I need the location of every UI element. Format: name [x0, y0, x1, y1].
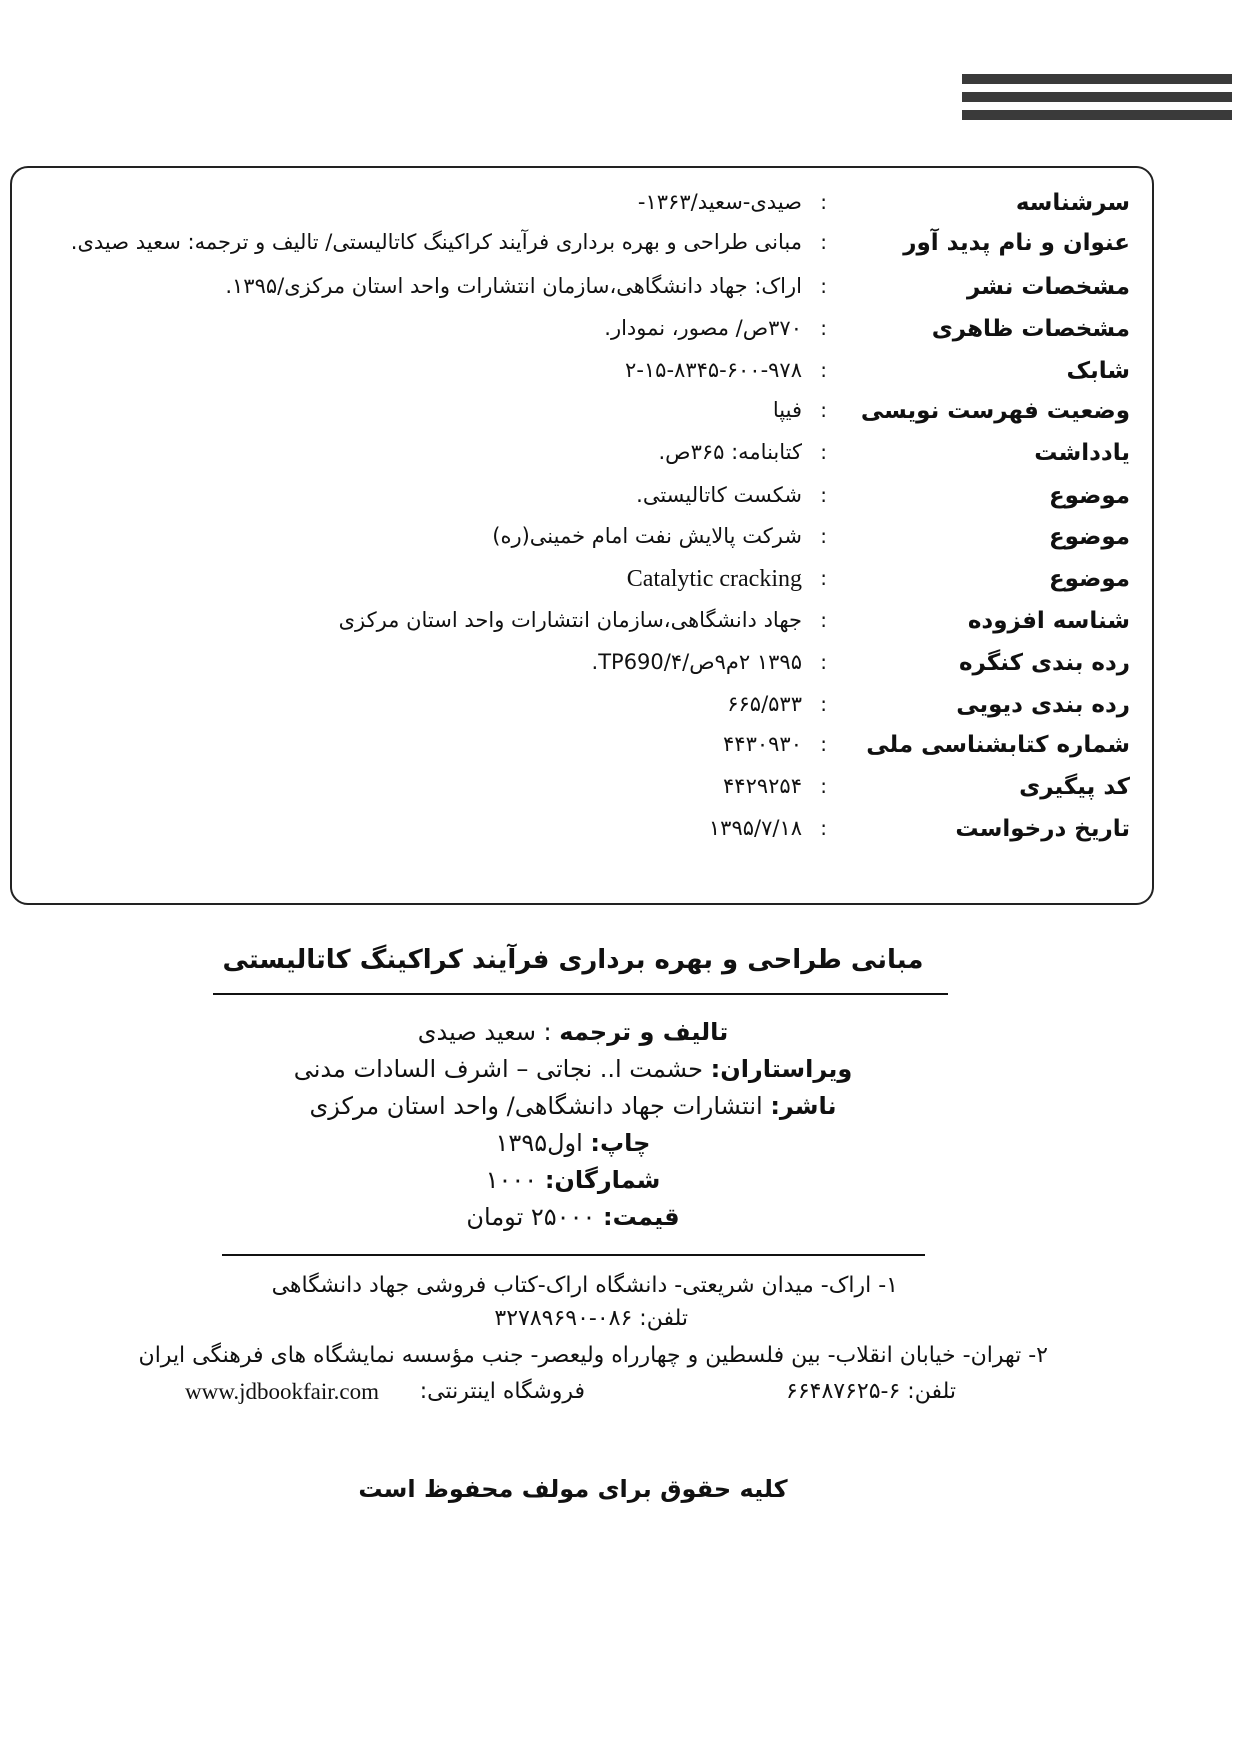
- decorative-header-bars: [962, 74, 1232, 128]
- publisher-value: انتشارات جهاد دانشگاهی/ واحد استان مرکزی: [309, 1092, 771, 1120]
- catalog-row: [12, 358, 1152, 398]
- catalog-colon: :: [820, 650, 827, 674]
- catalog-value: ۳۷۰ص/ مصور، نمودار.: [604, 316, 802, 340]
- publisher-credit: [0, 1092, 1146, 1120]
- circulation-label: شمارگان:: [544, 1166, 661, 1194]
- title-divider: [213, 993, 948, 995]
- catalog-colon: :: [820, 816, 827, 840]
- address-phone-2: تلفن: ۶-۶۶۴۸۷۶۲۵: [786, 1379, 956, 1404]
- catalog-value: ۱۳۹۵ ۲م۹ص/۴/TP690.: [591, 650, 802, 674]
- catalog-colon: :: [820, 608, 827, 632]
- circulation-value: ۱۰۰۰: [485, 1166, 545, 1194]
- catalog-colon: :: [820, 316, 827, 340]
- catalog-row: [12, 608, 1152, 648]
- catalog-row: [12, 230, 1152, 270]
- author-label: تالیف و ترجمه: [559, 1018, 729, 1046]
- address-phone-1: تلفن: ۰۸۶-۳۲۷۸۹۶۹۰: [494, 1306, 688, 1331]
- catalog-value: شکست کاتالیستی.: [636, 483, 802, 507]
- catalog-value: اراک: جهاد دانشگاهی،سازمان انتشارات واحد استان مرکزی/۱۳۹۵.: [225, 274, 802, 298]
- catalog-row: [12, 483, 1152, 523]
- circulation-credit: [0, 1166, 1146, 1194]
- credits-divider: [222, 1254, 925, 1256]
- cataloging-record-box: [10, 166, 1154, 905]
- catalog-label: مشخصات ظاهری: [931, 316, 1130, 342]
- catalog-colon: :: [820, 732, 827, 756]
- editors-value: حشمت ا.. نجاتی – اشرف السادات مدنی: [293, 1055, 711, 1083]
- catalog-colon: :: [820, 692, 827, 716]
- website-link[interactable]: www.jdbookfair.com: [185, 1379, 379, 1404]
- catalog-colon: :: [820, 566, 827, 590]
- publisher-label: ناشر:: [770, 1092, 837, 1120]
- print-label: چاپ:: [590, 1129, 651, 1157]
- author-credit: [0, 1018, 1146, 1046]
- online-store-label: فروشگاه اینترنتی:: [419, 1379, 585, 1404]
- catalog-label: کد پیگیری: [1019, 774, 1130, 800]
- catalog-label: موضوع: [1048, 483, 1130, 509]
- catalog-row: [12, 398, 1152, 438]
- catalog-colon: :: [820, 358, 827, 382]
- catalog-row: [12, 440, 1152, 480]
- catalog-colon: :: [820, 230, 827, 254]
- catalog-colon: :: [820, 398, 827, 422]
- print-value: اول۱۳۹۵: [495, 1129, 591, 1157]
- catalog-value: ۴۴۲۹۲۵۴: [723, 774, 802, 798]
- catalog-colon: :: [820, 274, 827, 298]
- catalog-row: [12, 190, 1152, 230]
- catalog-colon: :: [820, 483, 827, 507]
- catalog-row: [12, 524, 1152, 564]
- catalog-label: موضوع: [1048, 524, 1130, 550]
- catalog-row: [12, 816, 1152, 856]
- price-credit: [0, 1203, 1146, 1231]
- catalog-value: مبانی طراحی و بهره برداری فرآیند کراکینگ کاتالیستی/ تالیف و ترجمه: سعید صیدی.: [70, 230, 802, 254]
- catalog-colon: :: [820, 440, 827, 464]
- copyright-notice: کلیه حقوق برای مولف محفوظ است: [358, 1475, 788, 1503]
- catalog-label: تاریخ درخواست: [955, 816, 1130, 842]
- catalog-label: شماره کتابشناسی ملی: [866, 732, 1130, 758]
- catalog-label: مشخصات نشر: [967, 274, 1130, 300]
- catalog-value: کتابنامه: ۳۶۵ص.: [658, 440, 802, 464]
- print-credit: [0, 1129, 1146, 1157]
- price-value: ۲۵۰۰۰ تومان: [466, 1203, 603, 1231]
- catalog-label: شابک: [1066, 358, 1130, 384]
- catalog-value: صیدی-سعید/۱۳۶۳-: [637, 190, 802, 214]
- catalog-value: ۲-۱۵-۸۳۴۵-۶۰۰-۹۷۸: [625, 358, 802, 382]
- editors-credit: [0, 1055, 1146, 1083]
- price-label: قیمت:: [602, 1203, 680, 1231]
- catalog-colon: :: [820, 774, 827, 798]
- catalog-label: وضعیت فهرست نویسی: [860, 398, 1130, 424]
- catalog-label: رده بندی دیویی: [956, 692, 1130, 718]
- catalog-colon: :: [820, 524, 827, 548]
- catalog-row: [12, 692, 1152, 732]
- author-value: : سعید صیدی: [417, 1018, 560, 1046]
- catalog-row: [12, 732, 1152, 772]
- catalog-label: موضوع: [1048, 566, 1130, 592]
- catalog-label: یادداشت: [1034, 440, 1130, 466]
- catalog-row: [12, 566, 1152, 606]
- catalog-value: ۶۶۵/۵۳۳: [727, 692, 802, 716]
- catalog-value: ۴۴۳۰۹۳۰: [723, 732, 802, 756]
- catalog-value: Catalytic cracking: [626, 566, 802, 592]
- catalog-label: شناسه افزوده: [967, 608, 1130, 634]
- catalog-value: فیپا: [772, 398, 802, 422]
- catalog-label: سرشناسه: [1015, 190, 1130, 216]
- editors-label: ویراستاران:: [710, 1055, 853, 1083]
- book-title: مبانی طراحی و بهره برداری فرآیند کراکینگ کاتالیستی: [222, 945, 924, 975]
- address-line-2: ۲- تهران- خیابان انقلاب- بین فلسطین و چهارراه ولیعصر- جنب مؤسسه نمایشگاه های فرهنگی ایران: [138, 1343, 1048, 1368]
- address-line-1: ۱- اراک- میدان شریعتی- دانشگاه اراک-کتاب فروشی جهاد دانشگاهی: [271, 1273, 898, 1298]
- catalog-row: [12, 650, 1152, 690]
- catalog-value: شرکت پالایش نفت امام خمینی(ره): [492, 524, 802, 548]
- catalog-row: [12, 274, 1152, 314]
- catalog-label: عنوان و نام پدید آور: [903, 230, 1130, 256]
- catalog-label: رده بندی کنگره: [958, 650, 1130, 676]
- catalog-value: جهاد دانشگاهی،سازمان انتشارات واحد استان مرکزی: [338, 608, 802, 632]
- catalog-colon: :: [820, 190, 827, 214]
- catalog-row: [12, 316, 1152, 356]
- catalog-row: [12, 774, 1152, 814]
- catalog-value: ۱۳۹۵/۷/۱۸: [708, 816, 802, 840]
